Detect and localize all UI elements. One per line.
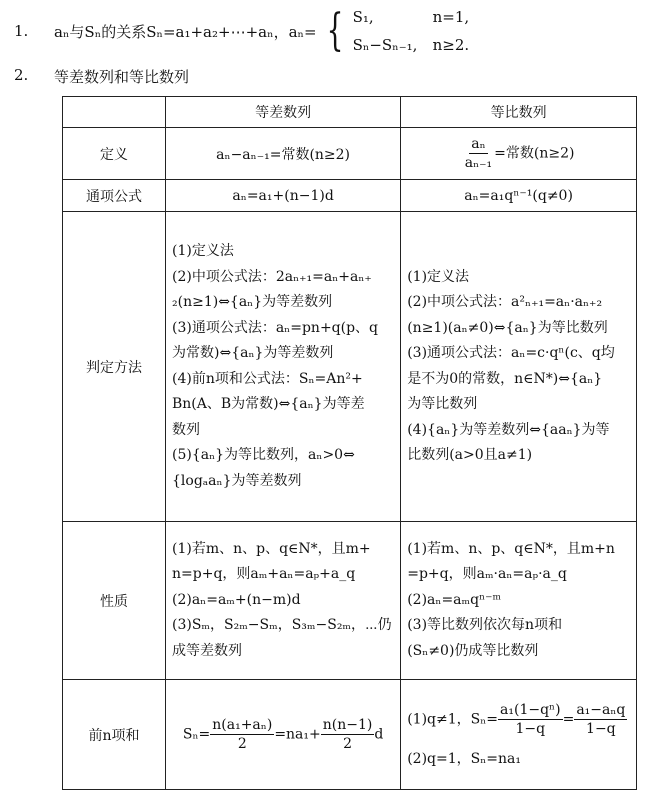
methods-arith-line: (2)中项公式法：2aₙ₊₁=aₙ+aₙ₊ bbox=[172, 268, 372, 285]
definition-geo bbox=[401, 128, 637, 180]
definition-geo-fraction bbox=[463, 135, 494, 172]
methods-geo-line: 为等比数列 bbox=[407, 396, 478, 412]
label-sum: 前n项和 bbox=[63, 680, 166, 790]
properties-geo-line: (1)若m、n、p、q∈N*，且m+n bbox=[407, 540, 615, 557]
case-1-cond: n=1, bbox=[432, 8, 470, 26]
methods-geo-line: (n≥1)(aₙ≠0)⇔{aₙ}为等比数列 bbox=[407, 319, 608, 336]
fraction-denominator: 2 bbox=[237, 736, 247, 752]
methods-arith-line: 为常数)⇔{aₙ}为等差数列 bbox=[172, 345, 334, 361]
properties-geo-line: (3)等比数列依次每n项和 bbox=[407, 617, 563, 634]
fraction-numerator: a₁(1−qⁿ) bbox=[500, 702, 561, 718]
methods-arith-line: 数列 bbox=[172, 421, 200, 438]
methods-arith-line: (5){aₙ}为等比数列，aₙ>0⇔ bbox=[172, 447, 355, 463]
row-properties bbox=[63, 522, 637, 680]
methods-geo-line: (4){aₙ}为等差数列⇔{aaₙ}为等 bbox=[407, 421, 610, 438]
general-arith: aₙ=a₁+(n−1)d bbox=[166, 180, 401, 212]
fraction-numerator: aₙ bbox=[471, 136, 486, 152]
methods-arith-line: ₂(n≥1)⇔{aₙ}为等差数列 bbox=[172, 294, 333, 310]
case-1-expr: S₁, bbox=[352, 8, 374, 26]
fraction-denominator: aₙ₋₁ bbox=[464, 155, 493, 171]
methods-geo-line: (2)中项公式法：a²ₙ₊₁=aₙ·aₙ₊₂ bbox=[407, 294, 603, 310]
properties-arith-line: (2)aₙ=aₘ+(n−m)d bbox=[172, 591, 301, 608]
item-1-number: 1. bbox=[14, 22, 29, 40]
comparison-table bbox=[62, 96, 637, 790]
definition-geo-rest: =常数(n≥2) bbox=[494, 145, 575, 162]
fraction-numerator: n(n−1) bbox=[322, 717, 373, 733]
properties-arith-line: (1)若m、n、p、q∈N*，且m+ bbox=[172, 540, 371, 557]
label-methods: 判定方法 bbox=[63, 212, 166, 522]
sum-arith-tail: d bbox=[374, 726, 384, 743]
methods-geo-line: 比数列(a>0且a≠1) bbox=[407, 447, 533, 463]
methods-geo-line: (3)通项公式法：aₙ=c·qⁿ(c、q均 bbox=[407, 345, 615, 361]
piecewise-cases bbox=[353, 8, 470, 54]
sum-geo-equals: = bbox=[562, 711, 575, 728]
methods-geo bbox=[401, 212, 637, 522]
header-arithmetic: 等差数列 bbox=[166, 97, 401, 128]
header-geometric: 等比数列 bbox=[401, 97, 637, 128]
sum-arith bbox=[166, 680, 401, 790]
fraction-numerator: n(a₁+aₙ) bbox=[212, 717, 273, 733]
row-methods bbox=[63, 212, 637, 522]
properties-arith-line: (3)Sₘ，S₂ₘ−Sₘ，S₃ₘ−S₂ₘ，⋯仍 bbox=[172, 617, 392, 634]
sum-geo-fraction-2 bbox=[574, 701, 627, 738]
item-2-title: 等差数列和等比数列 bbox=[54, 68, 190, 86]
label-definition: 定义 bbox=[63, 128, 166, 180]
sum-arith-fraction-1 bbox=[210, 716, 274, 753]
row-definition bbox=[63, 128, 637, 180]
item-1 bbox=[14, 7, 469, 55]
properties-geo-line: (Sₙ≠0)仍成等比数列 bbox=[407, 642, 539, 659]
row-general-term bbox=[63, 180, 637, 212]
sum-geo-fraction-1 bbox=[498, 701, 563, 738]
properties-arith bbox=[166, 522, 401, 680]
methods-geo-line: 是不为0的常数，n∈N*)⇔{aₙ} bbox=[407, 370, 603, 387]
methods-arith-line: (1)定义法 bbox=[172, 243, 234, 259]
row-sum bbox=[63, 680, 637, 790]
properties-arith-line: n=p+q，则aₘ+aₙ=aₚ+a_q bbox=[172, 566, 356, 583]
fraction-denominator: 1−q bbox=[586, 721, 616, 737]
header-row bbox=[63, 97, 637, 128]
sum-geo bbox=[401, 680, 637, 790]
item-2-number: 2. bbox=[14, 66, 29, 84]
methods-arith-line: (3)通项公式法：aₙ=pn+q(p、q bbox=[172, 319, 379, 336]
properties-geo-line: =p+q，则aₘ·aₙ=aₚ·a_q bbox=[407, 566, 567, 583]
header-empty bbox=[63, 97, 166, 128]
label-properties: 性质 bbox=[63, 522, 166, 680]
sum-geo-lead: (1)q≠1，Sₙ= bbox=[407, 711, 499, 728]
properties-arith-line: 成等差数列 bbox=[172, 642, 242, 659]
methods-arith-line: {logₐaₙ}为等差数列 bbox=[172, 472, 302, 489]
sum-geo-line-1 bbox=[407, 701, 630, 738]
fraction-denominator: 1−q bbox=[515, 721, 546, 737]
properties-geo-line: (2)aₙ=aₘqⁿ⁻ᵐ bbox=[407, 591, 502, 608]
item-2 bbox=[14, 66, 189, 87]
methods-arith bbox=[166, 212, 401, 522]
item-1-brace: { bbox=[326, 5, 343, 56]
properties-geo bbox=[401, 522, 637, 680]
fraction-denominator: 2 bbox=[343, 736, 353, 752]
case-2-cond: n≥2. bbox=[432, 36, 470, 54]
definition-arith: aₙ−aₙ₋₁=常数(n≥2) bbox=[166, 128, 401, 180]
label-general-term: 通项公式 bbox=[63, 180, 166, 212]
fraction-numerator: a₁−aₙq bbox=[576, 702, 626, 718]
methods-arith-line: Bn(A、B为常数)⇔{aₙ}为等差 bbox=[172, 396, 365, 412]
sum-arith-mid: =na₁+ bbox=[274, 726, 321, 743]
methods-arith-line: (4)前n项和公式法：Sₙ=An²+ bbox=[172, 370, 363, 387]
case-2-expr: Sₙ−Sₙ₋₁, bbox=[352, 36, 418, 54]
sum-arith-fraction-2 bbox=[321, 716, 375, 753]
general-geo: aₙ=a₁qⁿ⁻¹(q≠0) bbox=[401, 180, 637, 212]
sum-geo-line-2: (2)q=1，Sₙ=na₁ bbox=[407, 751, 522, 767]
sum-arith-lead: Sₙ= bbox=[182, 726, 211, 743]
methods-geo-line: (1)定义法 bbox=[407, 268, 470, 285]
item-1-lead: aₙ与Sₙ的关系Sₙ=a₁+a₂+⋯+aₙ，aₙ= bbox=[54, 22, 317, 41]
